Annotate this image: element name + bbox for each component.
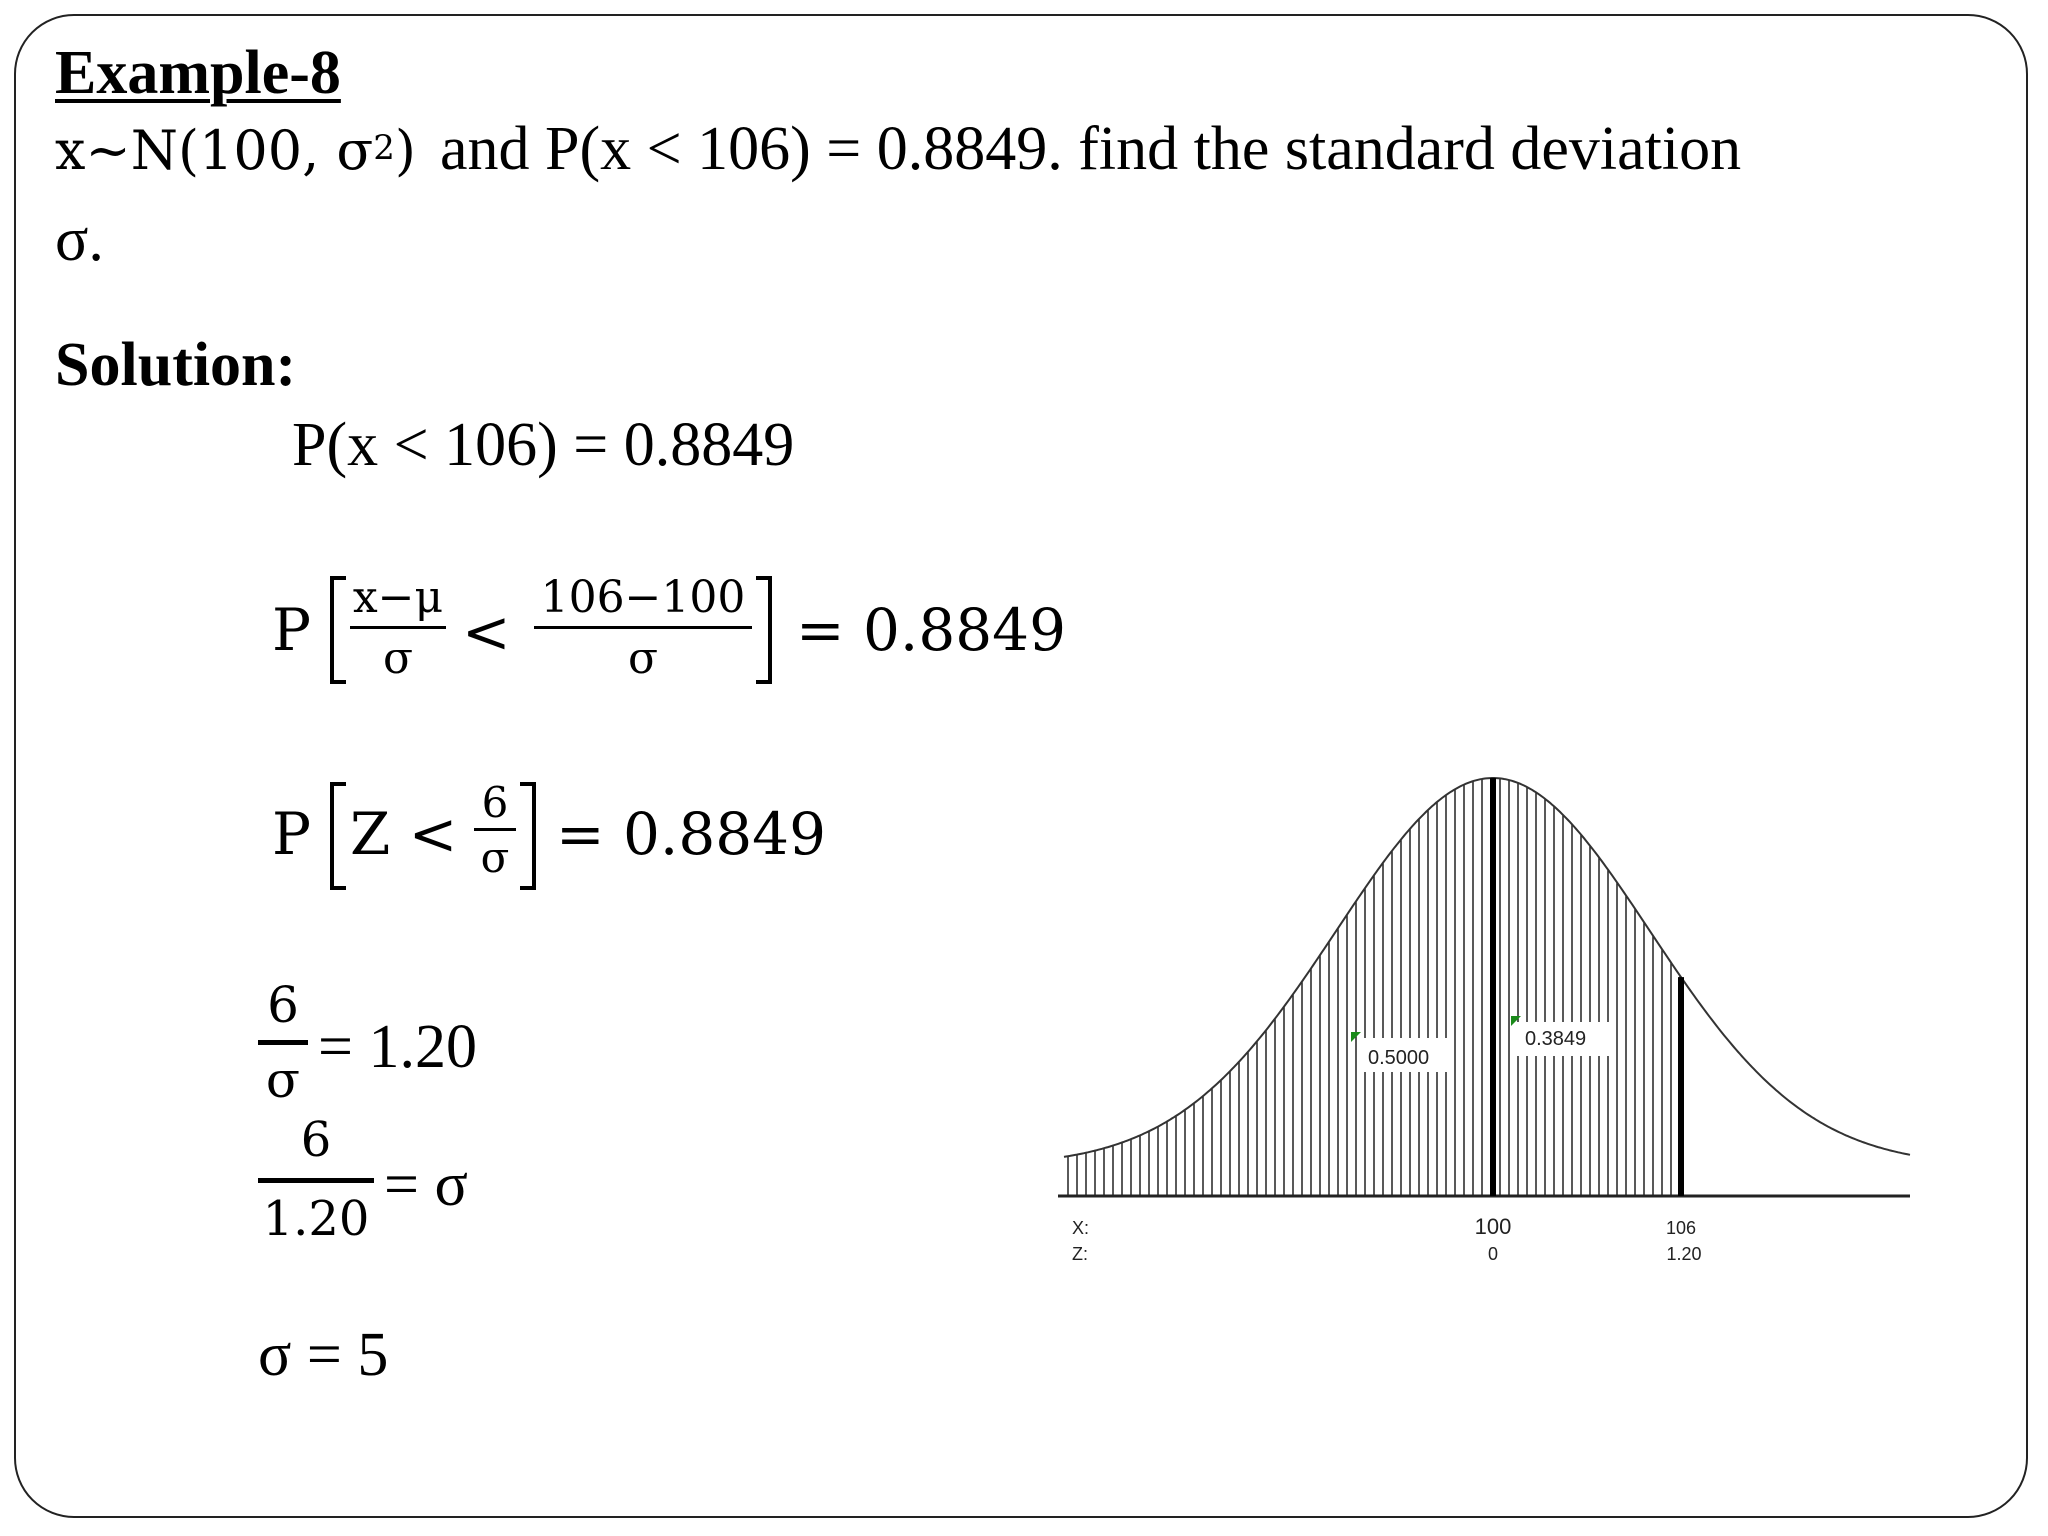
step-4-rhs: = 1.20 bbox=[318, 1013, 477, 1081]
right-bracket bbox=[520, 782, 536, 890]
area-label-right bbox=[1511, 1016, 1613, 1056]
fraction-bar bbox=[258, 1040, 308, 1045]
area-label-right-text: 0.3849 bbox=[1525, 1028, 1587, 1050]
fraction-denominator: σ bbox=[265, 1051, 301, 1109]
fraction-z-score bbox=[350, 572, 446, 684]
fraction-six-over-sigma bbox=[474, 778, 516, 882]
step-1: P(x < 106) = 0.8849 bbox=[292, 411, 795, 479]
fraction-bar bbox=[534, 626, 752, 629]
fraction-standardized bbox=[534, 572, 752, 684]
z-axis-label: Z: bbox=[1072, 1244, 1088, 1264]
less-than-sign: < bbox=[462, 598, 511, 666]
step-6-result: σ = 5 bbox=[258, 1321, 389, 1389]
fraction-bar bbox=[258, 1178, 374, 1183]
bell-curve bbox=[1064, 778, 1910, 1157]
tick-x-100: 100 bbox=[1474, 1214, 1512, 1239]
fraction-denominator: 1.20 bbox=[262, 1191, 370, 1247]
distribution-notation: x~N(100, σ bbox=[55, 119, 374, 182]
close-paren: ) bbox=[394, 119, 416, 182]
area-label-left bbox=[1351, 1032, 1454, 1072]
fraction-numerator: 6 bbox=[300, 1112, 332, 1168]
shaded-area-lines bbox=[1068, 778, 1680, 1196]
fraction-bar bbox=[350, 626, 446, 629]
step-3-z: Z < bbox=[350, 800, 458, 868]
tick-z-0: 0 bbox=[1487, 1244, 1499, 1264]
step-2-rhs: = 0.8849 bbox=[796, 596, 1066, 664]
area-label-left-text: 0.5000 bbox=[1368, 1047, 1430, 1069]
left-bracket bbox=[330, 782, 346, 890]
example-heading: Example-8 bbox=[55, 39, 341, 107]
step-5-rhs: = σ bbox=[384, 1151, 468, 1219]
solution-label: Solution: bbox=[55, 331, 297, 399]
problem-line-1 bbox=[55, 114, 1741, 194]
problem-text: and P(x < 106) = 0.8849. find the standard deviation bbox=[440, 115, 1742, 183]
variance-exponent: 2 bbox=[373, 127, 395, 168]
problem-line-2: σ. bbox=[55, 206, 104, 274]
tick-x-106: 106 bbox=[1665, 1218, 1697, 1238]
fraction-bar bbox=[474, 828, 516, 831]
fraction-six-over-sigma bbox=[258, 976, 308, 1109]
left-bracket bbox=[330, 576, 346, 684]
fraction-denominator: σ bbox=[627, 633, 659, 684]
tick-z-1-20: 1.20 bbox=[1666, 1244, 1702, 1264]
right-bracket bbox=[756, 576, 772, 684]
fraction-denominator: σ bbox=[480, 833, 510, 882]
fraction-numerator: 6 bbox=[267, 976, 299, 1034]
step-3-p: P bbox=[272, 800, 312, 868]
fraction-six-over-1-20 bbox=[258, 1112, 374, 1247]
step-3-rhs: = 0.8849 bbox=[556, 800, 826, 868]
step-2-p: P bbox=[272, 596, 312, 664]
fraction-numerator: 106−100 bbox=[540, 572, 746, 623]
x-axis-label: X: bbox=[1072, 1218, 1090, 1238]
fraction-numerator: x−μ bbox=[352, 572, 444, 623]
normal-curve-figure bbox=[1050, 760, 1920, 1280]
fraction-numerator: 6 bbox=[481, 778, 509, 827]
fraction-denominator: σ bbox=[382, 633, 414, 684]
